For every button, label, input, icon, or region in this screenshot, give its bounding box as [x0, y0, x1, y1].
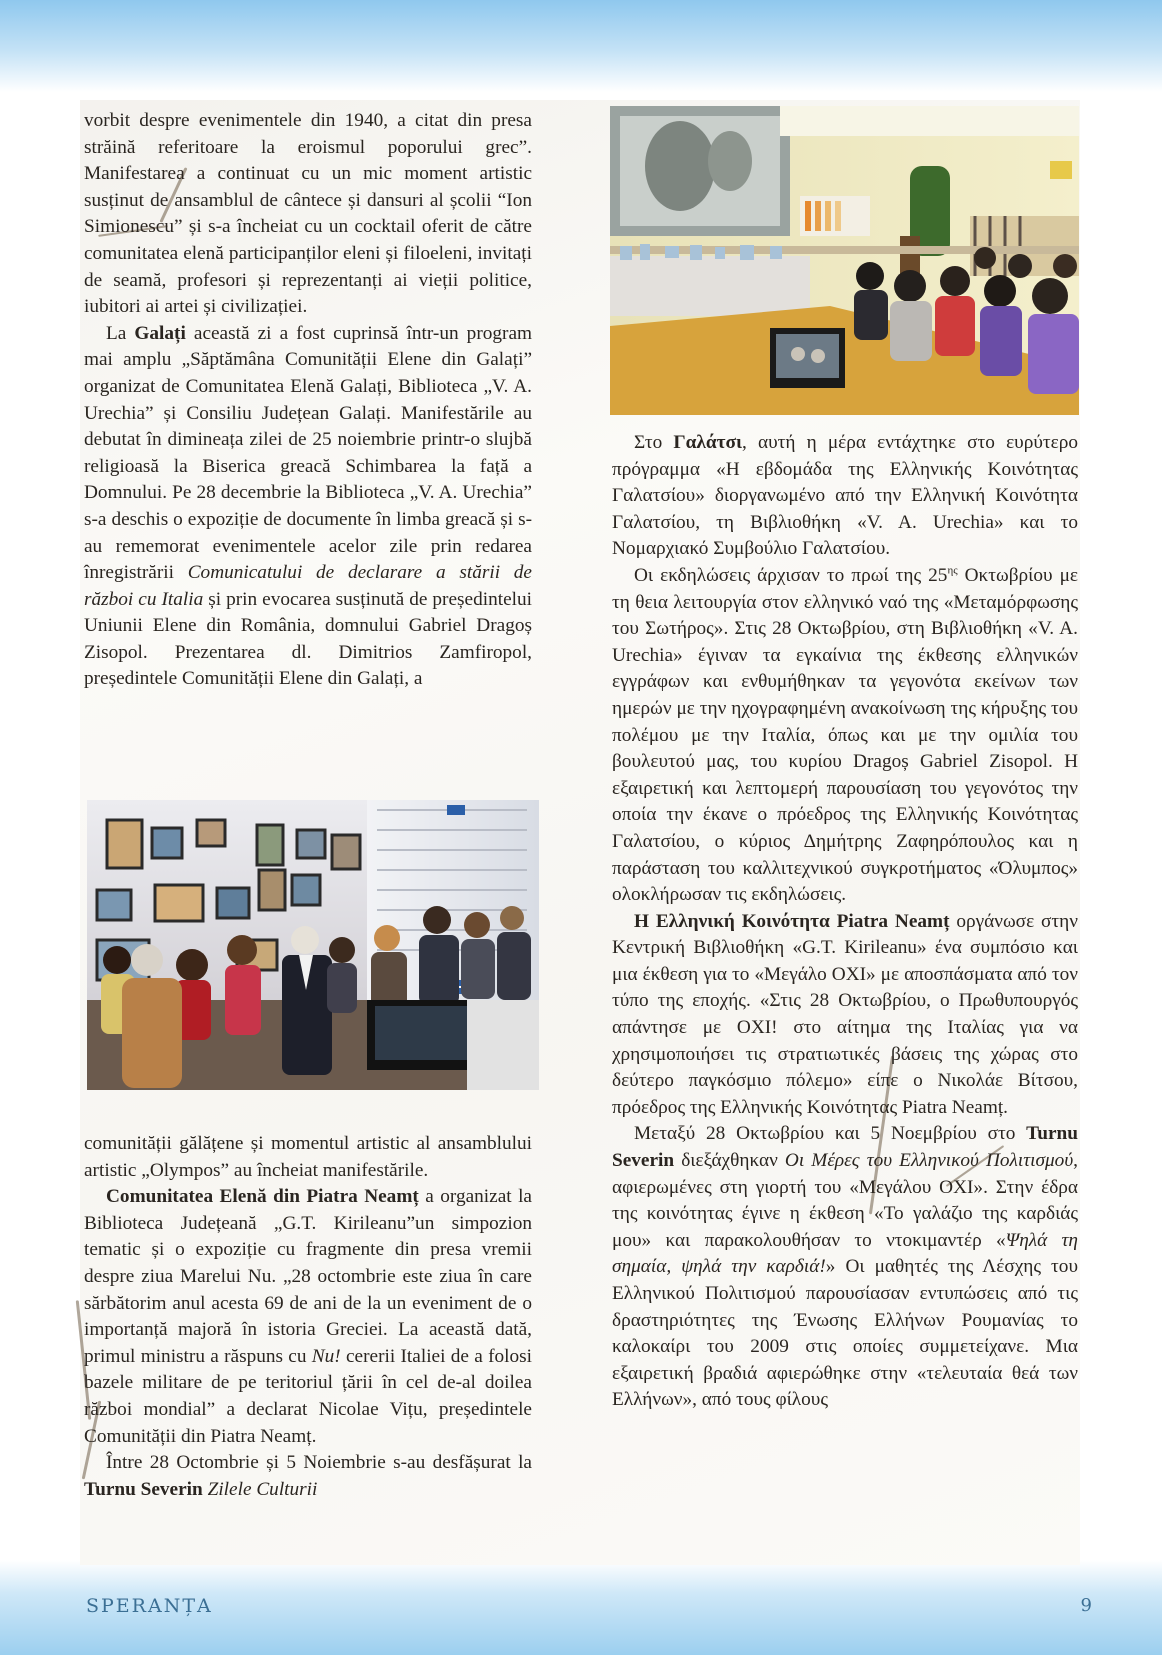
paragraph-turnu-severin-gr: Μεταξύ 28 Οκτωβρίου και 5 Νοεμβρίου στο Turnu Severin διεξάχθηκαν Οι Μέρες του Ελληνικού Πολιτισμού, αφιερωμένες στη γιορτή του «Μεγάλου ΟΧΙ». Στην έδρα της κοινότητας έγινε η έκθεση «Το γαλάζιο της καρδιάς μου» και παρακολουθήσαν το ντοκιμαντέρ «Ψηλά τη σημαία, ψηλά την καρδιά!» Οι μαθητές της Λέσχης του Ελληνικού Πολιτισμού παρουσίασαν εντυπώσεις από τις δραστηριότητες της Ένωσης Ελλήνων Ρουμανίας το καλοκαίρι του 2009 στις οποίες συμμετείχανε. Μια εξαιρετική βραδιά αφιερώθηκε στην «τελευταία θεά των Ελλήνων», από τους φίλους	[612, 1123, 1079, 1411]
paragraph: vorbit despre evenimentele din 1940, a citat din presa străină referitoare la eroismul poporului grec”. Manifestarea a continuat cu un mic moment artistic susținut de ansamblul de cântece și dansuri al școlii “Ion Simionescu” și s-a încheiat cu un cocktail oferit de către comunitatea elenă participanților eleni și filoeleni, invitați de seamă, profesori și reprezentanți ai vieții politice, iubitori ai artei și civilizației.	[84, 110, 532, 318]
page-number: 9	[1080, 1595, 1092, 1616]
paragraph-piatra-neamt-gr: Η Ελληνική Κοινότητα Piatra Neamț οργάνωσε στην Κεντρική Βιβλιοθήκη «G.T. Kirileanu» ένα συμπόσιο και μια έκθεση για το «Μεγάλο ΟΧΙ» με αποσπάσματα από τον τύπο της εποχής. «Στις 28 Οκτωβρίου, ο Πρωθυπουργός απάντησε με ΟΧΙ! στο αίτημα της Ιταλίας για να χρησιμοποιήσει τις στρατιωτικές βάσεις της χώρας στο δεύτερο παγκόσμιο πόλεμο» είπε ο Νικολάε Βίτσου, πρόεδρος της Ελληνικής Κοινότητας Piatra Neamț.	[612, 910, 1078, 1118]
paragraph-turnu-severin: Între 28 Octombrie și 5 Noiembrie s-au desfășurat la Turnu Severin Zilele Culturii	[84, 1452, 532, 1500]
paragraph: comunității gălățene și momentul artistic al ansamblului artistic „Olympos” au încheiat manifestările.	[84, 1133, 532, 1181]
left-column-top	[84, 108, 532, 693]
paragraph-events: Οι εκδηλώσεις άρχισαν το πρωί της $25^{\eta\varsigma}$ Οκτωβρίου με τη θεια λειτουργία στον ελληνικό ναό της «Μεταμόρφωσης του Σωτήρος». Στις 28 Οκτωβρίου, στη Βιβλιοθήκη «V. A. Urechia» έγιναν τα εγκαίνια της έκθεσης ελληνικών εγγράφων και ενθυμήθηκαν τα γεγονότα εκείνων των ημερών με την ηχογραφημένη ανακοίνωση της κήρυξης του πολέμου με την Ιταλία, όπως και με την ομιλία του βουλευτού μας, του κυρίου Dragoș Gabriel Zisopol. Η εξαιρετική και λεπτομερή παρουσίαση του γεγονότος την οποία την έκανε ο πρόεδρος της Ελληνικής Κοινότητας Γαλατσίου, ο κύριος Δημήτρης Ζαφηρόπουλος και η παράσταση του καλλιτεχνικού συγκροτήματος «Όλυμπος» ολοκλήρωσαν τις εκδηλώσεις.	[612, 564, 1079, 906]
paragraph-galati: La Galați această zi a fost cuprinsă într-un program mai amplu „Săptămâna Comunității Elene din Galați” organizat de Comunitatea Elenă Galați, Biblioteca „V. A. Urechia” și Consiliu Județean Galați. Manifestările au debutat în dimineața zilei de 25 noiembrie printr-o slujbă religioasă la Biserica greacă Schimbarea la față a Domnului. Pe 28 decembrie la Biblioteca „V. A. Urechia” s-a deschis o expoziție de documente în limba greacă și s-au rememorat evenimentele acelor zile prin redarea înregistrării Comunicatului de declarare a stării de război cu Italia și prin evocarea susținută de președintelui Uniunii Elene din România, domnului Gabriel Dragoș Zisopol. Prezentarea dl. Dimitrios Zamfiropol, președintele Comunității Elene din Galați, a	[84, 322, 532, 690]
top-gradient-band	[0, 0, 1162, 92]
paragraph-piatra-neamt: Comunitatea Elenă din Piatra Neamț a organizat la Biblioteca Județeană „G.T. Kirileanu”un simpozion tematic și o expoziție cu fragmente din presa vremii despre ziua Marelui Nu. „28 octombrie este ziua în care sărbătorim anul acesta 69 de ani de la un eveniment de o importanță majoră în istoria Greciei. La această dată, primul ministru a răspuns cu Nu! cererii Italiei de a folosi bazele militare de pe teritoriul țării în cel de-al doilea război mondial” a declarat Nicolae Vițu, președintele Comunității din Piatra Neamț.	[84, 1186, 532, 1447]
magazine-title: SPERANȚA	[86, 1595, 213, 1617]
event-photo-library-audience	[87, 800, 539, 1090]
paragraph-galatsi: Στο Γαλάτσι, αυτή η μέρα εντάχτηκε στο ευρύτερο πρόγραμμα «Η εβδομάδα της Ελληνικής Κοινότητας Γαλατσίου» διοργανωμένο από την Ελληνική Κοινότητα Γαλατσίου, τη Βιβλιοθήκη «V. A. Urechia» και το Νομαρχιακό Συμβούλιο Γαλατσίου.	[612, 432, 1078, 560]
event-photo-classroom-screening	[610, 106, 1079, 415]
left-column-bottom	[84, 1131, 532, 1503]
right-column-greek	[612, 430, 1078, 1414]
